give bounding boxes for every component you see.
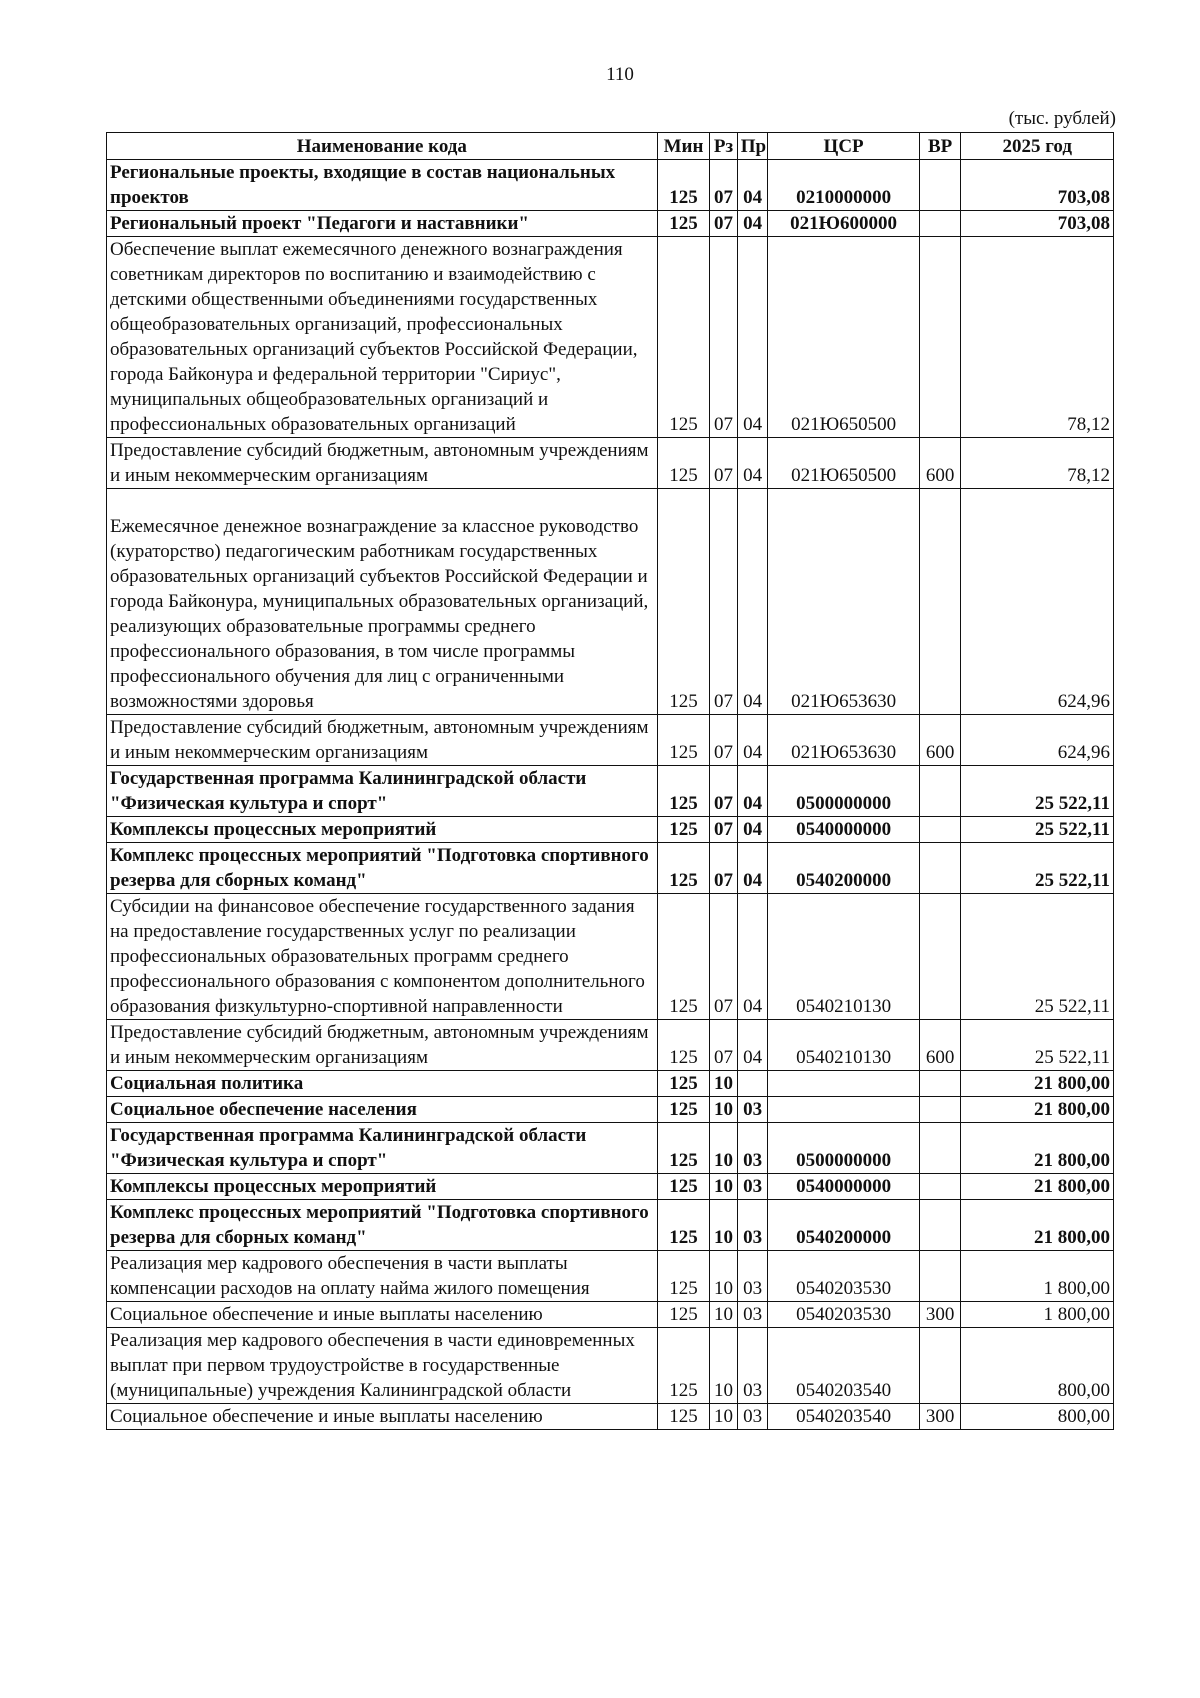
row-csr: 0540203540: [768, 1328, 919, 1404]
row-csr: 021Ю653630: [768, 489, 919, 715]
row-min: 125: [657, 843, 710, 894]
row-amount: 800,00: [961, 1328, 1114, 1404]
row-name: Субсидии на финансовое обеспечение государственного задания на предоставление государственных услуг по реализации профессиональных образовательных программ среднего профессионального образования с компонентом дополнительного образования физкультурно-спортивной направленности: [107, 894, 658, 1020]
row-rz: 07: [710, 817, 737, 843]
row-rz: 10: [710, 1251, 737, 1302]
table-row: [107, 817, 1114, 843]
row-name: Комплексы процессных мероприятий: [107, 817, 658, 843]
row-amount: 21 800,00: [961, 1174, 1114, 1200]
row-rz: 10: [710, 1097, 737, 1123]
row-name: Региональный проект "Педагоги и наставники": [107, 211, 658, 237]
row-pr: 04: [737, 766, 768, 817]
row-rz: 07: [710, 766, 737, 817]
row-csr: 021Ю650500: [768, 237, 919, 438]
table-row: [107, 1020, 1114, 1071]
header-vr: ВР: [919, 133, 961, 160]
row-csr: 0540200000: [768, 1200, 919, 1251]
row-name: Комплексы процессных мероприятий: [107, 1174, 658, 1200]
budget-table: [106, 132, 1114, 1430]
row-pr: 04: [737, 160, 768, 211]
row-vr: 300: [919, 1302, 961, 1328]
row-name: Социальное обеспечение и иные выплаты населению: [107, 1404, 658, 1430]
row-pr: 03: [737, 1251, 768, 1302]
row-rz: 07: [710, 1020, 737, 1071]
row-name: Реализация мер кадрового обеспечения в части единовременных выплат при первом трудоустройстве в государственные (муниципальные) учреждения Калининградской области: [107, 1328, 658, 1404]
row-min: 125: [657, 1071, 710, 1097]
row-name: Предоставление субсидий бюджетным, автономным учреждениям и иным некоммерческим организациям: [107, 1020, 658, 1071]
row-min: 125: [657, 489, 710, 715]
row-name: Социальная политика: [107, 1071, 658, 1097]
row-csr: 021Ю650500: [768, 438, 919, 489]
table-row: [107, 1174, 1114, 1200]
header-csr: ЦСР: [768, 133, 919, 160]
row-amount: 624,96: [961, 715, 1114, 766]
row-min: 125: [657, 1097, 710, 1123]
page-number: 110: [606, 64, 634, 85]
row-amount: 1 800,00: [961, 1251, 1114, 1302]
row-vr: 600: [919, 1020, 961, 1071]
row-min: 125: [657, 237, 710, 438]
row-amount: 624,96: [961, 489, 1114, 715]
table-row: [107, 237, 1114, 438]
row-name: Государственная программа Калининградской области "Физическая культура и спорт": [107, 1123, 658, 1174]
table-row: [107, 843, 1114, 894]
row-name: Обеспечение выплат ежемесячного денежного вознаграждения советникам директоров по воспитанию и взаимодействию с детскими общественными объединениями государственных общеобразовательных организаций, профессиональных образовательных организаций субъектов Российской Федерации, города Байконура и федеральной территории "Сириус", муниципальных общеобразовательных организаций и профессиональных образовательных организаций: [107, 237, 658, 438]
row-amount: 25 522,11: [961, 894, 1114, 1020]
row-min: 125: [657, 715, 710, 766]
row-min: 125: [657, 211, 710, 237]
row-rz: 07: [710, 438, 737, 489]
table-row: [107, 715, 1114, 766]
row-min: 125: [657, 1302, 710, 1328]
row-pr: 04: [737, 489, 768, 715]
row-csr: 021Ю600000: [768, 211, 919, 237]
row-name: Государственная программа Калининградской области "Физическая культура и спорт": [107, 766, 658, 817]
table-row: [107, 1302, 1114, 1328]
row-vr: [919, 1123, 961, 1174]
table-row: [107, 1328, 1114, 1404]
row-pr: [737, 1071, 768, 1097]
row-name-cell: [107, 489, 658, 715]
row-pr: 04: [737, 715, 768, 766]
row-min: 125: [657, 894, 710, 1020]
row-csr: 0540210130: [768, 1020, 919, 1071]
row-csr: 021Ю653630: [768, 715, 919, 766]
row-csr: 0540000000: [768, 1174, 919, 1200]
row-vr: [919, 817, 961, 843]
row-name: Предоставление субсидий бюджетным, автономным учреждениям и иным некоммерческим организациям: [107, 438, 658, 489]
row-pr: 03: [737, 1123, 768, 1174]
row-min: 125: [657, 817, 710, 843]
row-csr: 0540203530: [768, 1302, 919, 1328]
row-name: Комплекс процессных мероприятий "Подготовка спортивного резерва для сборных команд": [107, 843, 658, 894]
table-header-row: [107, 133, 1114, 160]
row-pr: 04: [737, 843, 768, 894]
row-name: Социальное обеспечение и иные выплаты населению: [107, 1302, 658, 1328]
row-amount: 703,08: [961, 160, 1114, 211]
row-min: 125: [657, 1404, 710, 1430]
header-rz: Рз: [710, 133, 737, 160]
row-csr: 0500000000: [768, 1123, 919, 1174]
row-min: 125: [657, 1328, 710, 1404]
row-name: Региональные проекты, входящие в состав национальных проектов: [107, 160, 658, 211]
row-csr: [768, 1071, 919, 1097]
row-vr: [919, 1097, 961, 1123]
row-pr: 03: [737, 1097, 768, 1123]
row-amount: 21 800,00: [961, 1123, 1114, 1174]
row-amount: 78,12: [961, 237, 1114, 438]
table-row: [107, 1097, 1114, 1123]
row-min: 125: [657, 766, 710, 817]
row-amount: 703,08: [961, 211, 1114, 237]
row-rz: 10: [710, 1200, 737, 1251]
row-vr: [919, 1251, 961, 1302]
row-min: 125: [657, 1020, 710, 1071]
table-row: [107, 1404, 1114, 1430]
row-min: 125: [657, 1123, 710, 1174]
table-row: [107, 160, 1114, 211]
row-amount: 21 800,00: [961, 1071, 1114, 1097]
header-min: Мин: [657, 133, 710, 160]
row-vr: [919, 160, 961, 211]
row-amount: 25 522,11: [961, 843, 1114, 894]
row-vr: [919, 1328, 961, 1404]
row-rz: 10: [710, 1302, 737, 1328]
row-name: Ежемесячное денежное вознаграждение за классное руководство (кураторство) педагогическим работникам государственных образовательных организаций субъектов Российской Федерации и города Байконура, муниципальных образовательных организаций, реализующих образовательные программы среднего профессионального образования, в том числе программы профессионального обучения для лиц с ограниченными возможностями здоровья: [110, 516, 649, 712]
row-rz: 07: [710, 237, 737, 438]
row-name: Предоставление субсидий бюджетным, автономным учреждениям и иным некоммерческим организациям: [107, 715, 658, 766]
row-pr: 04: [737, 438, 768, 489]
row-min: 125: [657, 438, 710, 489]
row-rz: 07: [710, 160, 737, 211]
row-amount: 800,00: [961, 1404, 1114, 1430]
row-csr: 0540210130: [768, 894, 919, 1020]
row-csr: 0210000000: [768, 160, 919, 211]
table-row: [107, 438, 1114, 489]
header-pr: Пр: [737, 133, 768, 160]
row-csr: 0540203540: [768, 1404, 919, 1430]
table-row: [107, 211, 1114, 237]
row-amount: 25 522,11: [961, 817, 1114, 843]
row-rz: 10: [710, 1404, 737, 1430]
row-rz: 07: [710, 489, 737, 715]
row-amount: 78,12: [961, 438, 1114, 489]
row-amount: 1 800,00: [961, 1302, 1114, 1328]
row-vr: [919, 489, 961, 715]
table-row: [107, 1251, 1114, 1302]
table-row: [107, 1071, 1114, 1097]
row-amount: 21 800,00: [961, 1097, 1114, 1123]
row-min: 125: [657, 1174, 710, 1200]
row-pr: 03: [737, 1174, 768, 1200]
row-name: Комплекс процессных мероприятий "Подготовка спортивного резерва для сборных команд": [107, 1200, 658, 1251]
row-rz: 10: [710, 1328, 737, 1404]
row-rz: 10: [710, 1174, 737, 1200]
row-vr: [919, 1200, 961, 1251]
row-vr: [919, 1071, 961, 1097]
row-csr: 0540203530: [768, 1251, 919, 1302]
row-rz: 07: [710, 894, 737, 1020]
row-min: 125: [657, 1200, 710, 1251]
row-csr: 0540000000: [768, 817, 919, 843]
row-vr: 300: [919, 1404, 961, 1430]
table-row: [107, 1123, 1114, 1174]
row-vr: 600: [919, 438, 961, 489]
table-row: [107, 766, 1114, 817]
row-rz: 07: [710, 843, 737, 894]
row-pr: 04: [737, 237, 768, 438]
header-year: 2025 год: [961, 133, 1114, 160]
row-amount: 25 522,11: [961, 1020, 1114, 1071]
row-amount: 21 800,00: [961, 1200, 1114, 1251]
header-name: Наименование кода: [107, 133, 658, 160]
row-amount: 25 522,11: [961, 766, 1114, 817]
table-row: [107, 489, 1114, 715]
row-rz: 07: [710, 715, 737, 766]
row-vr: [919, 237, 961, 438]
row-csr: 0540200000: [768, 843, 919, 894]
row-vr: [919, 1174, 961, 1200]
row-pr: 03: [737, 1200, 768, 1251]
row-vr: [919, 766, 961, 817]
row-pr: 03: [737, 1328, 768, 1404]
row-rz: 07: [710, 211, 737, 237]
row-pr: 03: [737, 1302, 768, 1328]
row-vr: 600: [919, 715, 961, 766]
row-name: Реализация мер кадрового обеспечения в части выплаты компенсации расходов на оплату найма жилого помещения: [107, 1251, 658, 1302]
table-row: [107, 894, 1114, 1020]
row-pr: 04: [737, 211, 768, 237]
row-csr: [768, 1097, 919, 1123]
unit-label: (тыс. рублей): [1008, 108, 1116, 129]
row-csr: 0500000000: [768, 766, 919, 817]
row-pr: 04: [737, 894, 768, 1020]
row-vr: [919, 843, 961, 894]
row-min: 125: [657, 1251, 710, 1302]
row-vr: [919, 894, 961, 1020]
row-rz: 10: [710, 1123, 737, 1174]
row-pr: 04: [737, 1020, 768, 1071]
table-row: [107, 1200, 1114, 1251]
row-rz: 10: [710, 1071, 737, 1097]
row-pr: 04: [737, 817, 768, 843]
row-min: 125: [657, 160, 710, 211]
row-name: Социальное обеспечение населения: [107, 1097, 658, 1123]
row-pr: 03: [737, 1404, 768, 1430]
row-vr: [919, 211, 961, 237]
